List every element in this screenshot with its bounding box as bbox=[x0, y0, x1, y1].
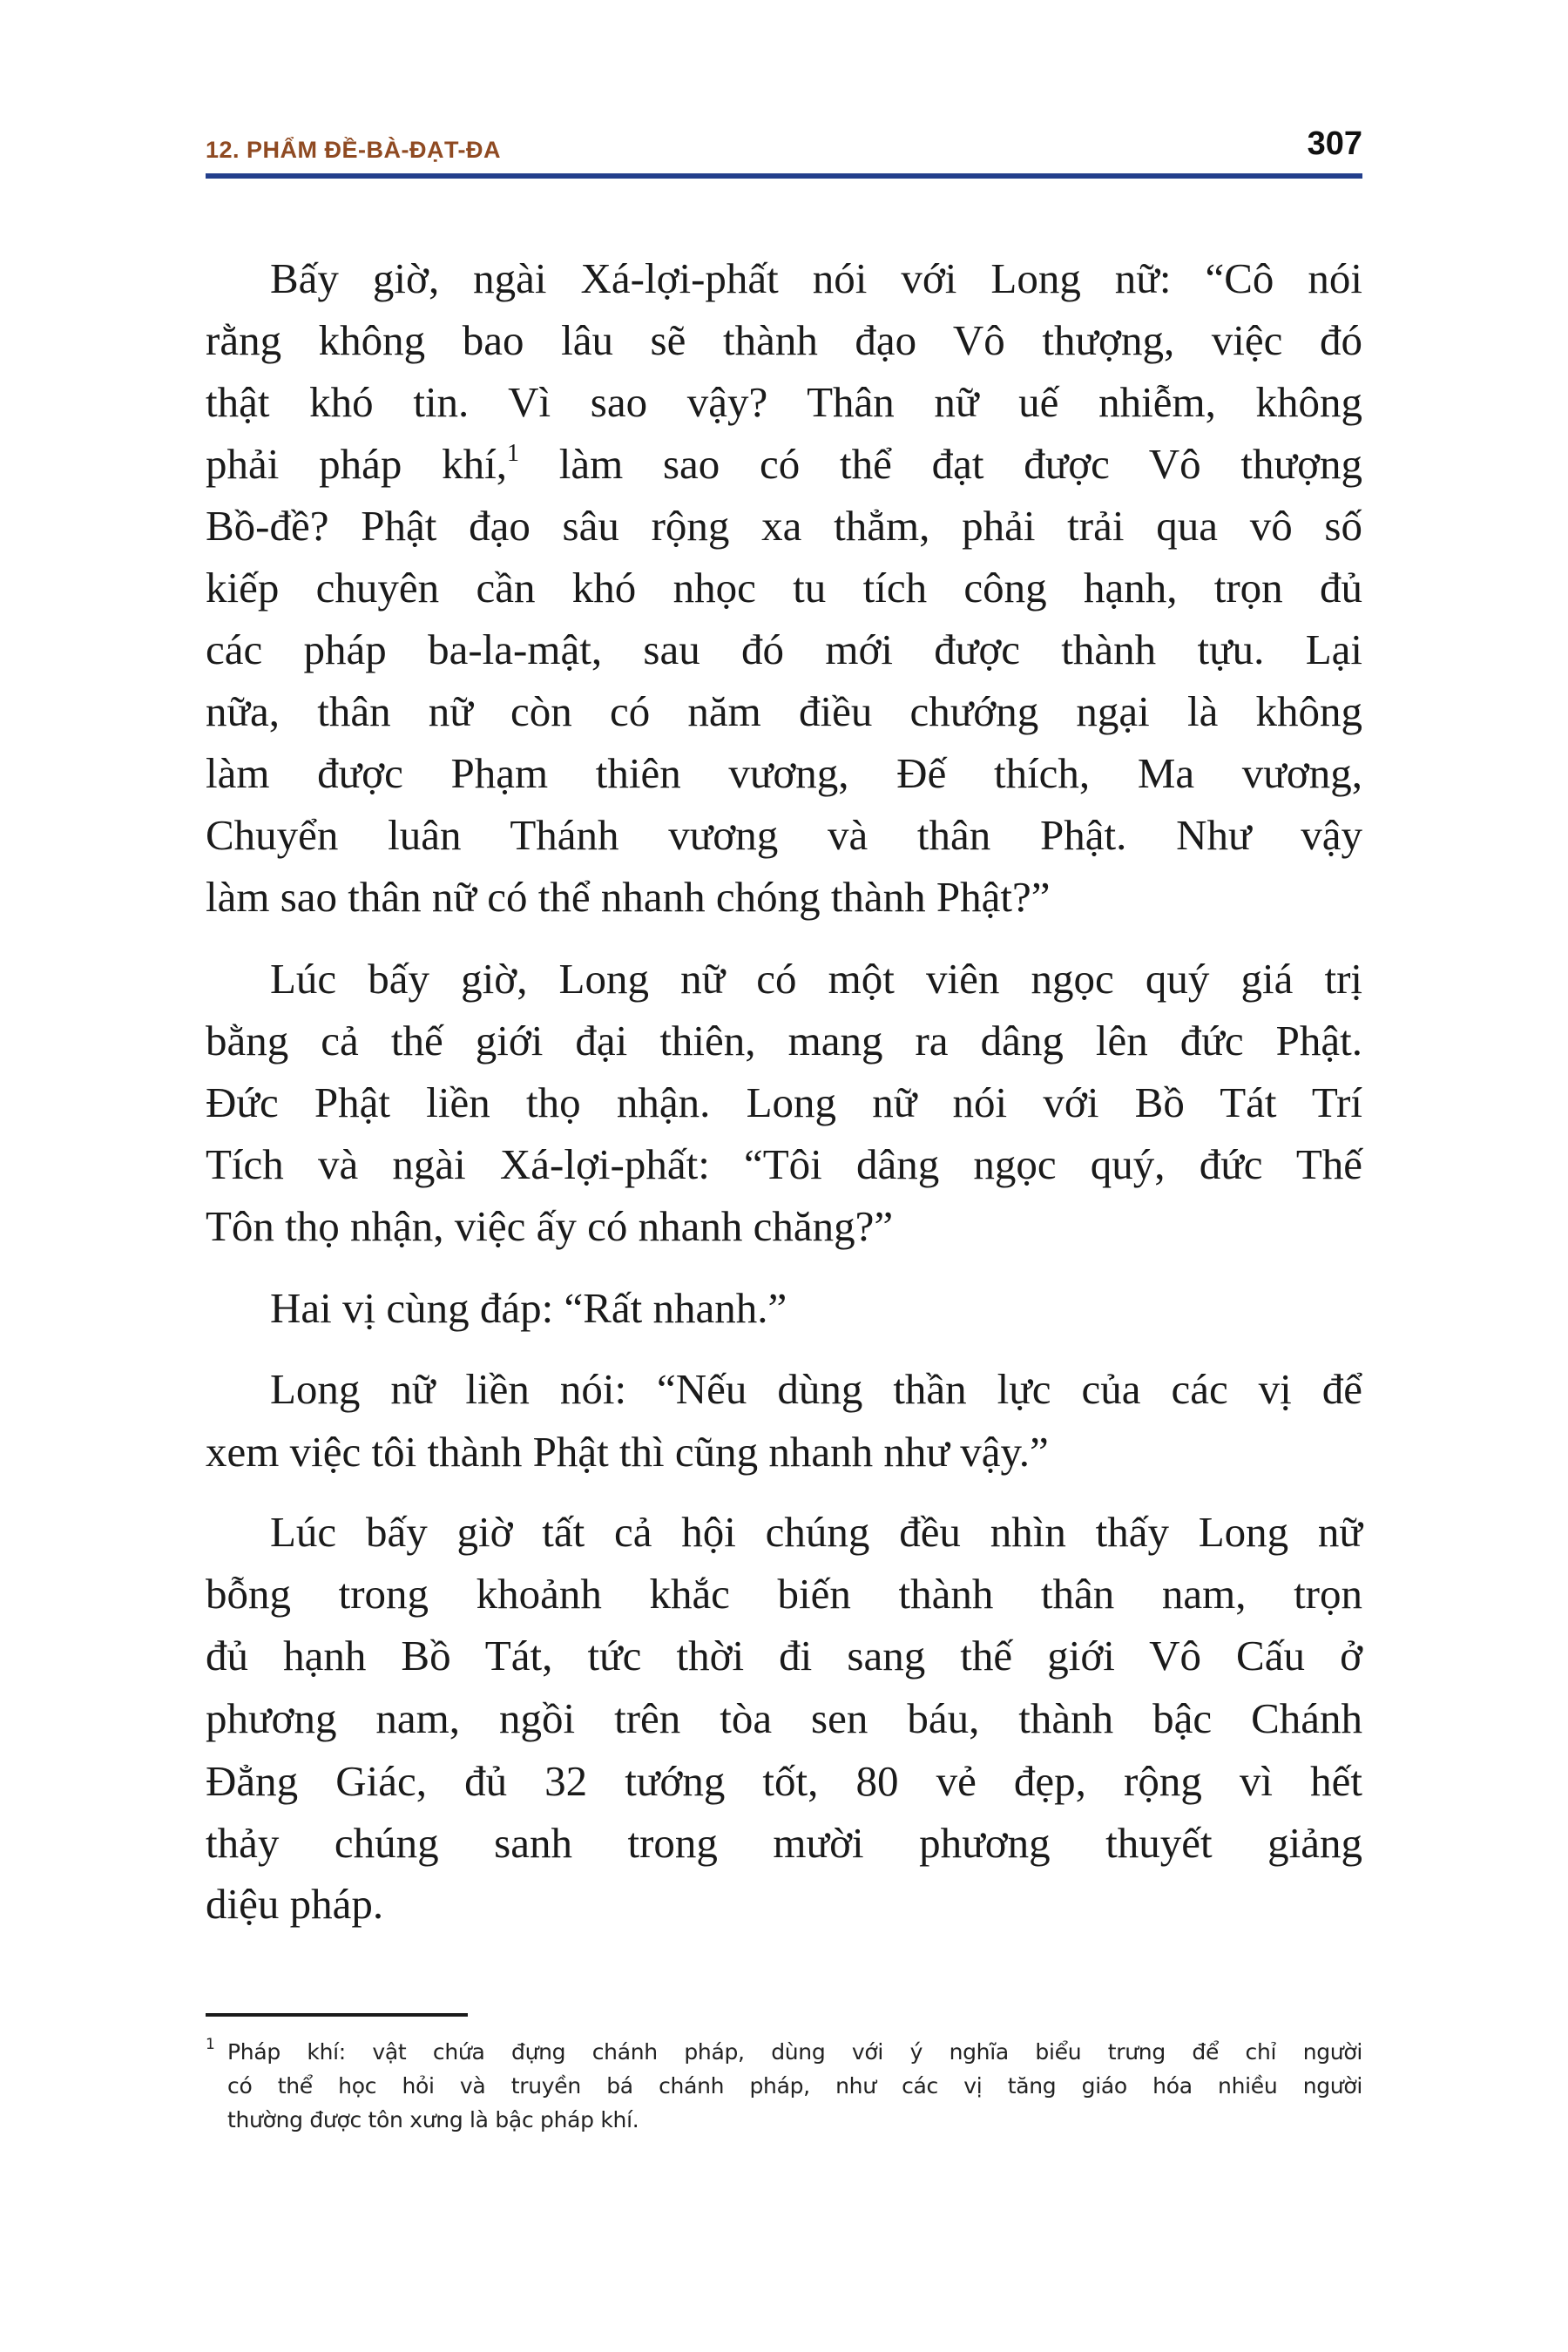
page-number: 307 bbox=[1307, 125, 1362, 162]
text-line: nữa, thân nữ còn có năm điều chướng ngại là không bbox=[206, 687, 1362, 735]
text-line: Chuyển luân Thánh vương và thân Phật. Như vậy bbox=[206, 811, 1362, 859]
text-line: thật khó tin. Vì sao vậy? Thân nữ uế nhiễm, không bbox=[206, 378, 1362, 426]
header-rule bbox=[206, 173, 1362, 179]
text-fragment: phải pháp khí, bbox=[206, 440, 507, 488]
text-line: bằng cả thế giới đại thiên, mang ra dâng lên đức Phật. bbox=[206, 1017, 1362, 1064]
footnote-mark: 1 bbox=[206, 2036, 215, 2053]
text-line: các pháp ba-la-mật, sau đó mới được thành tựu. Lại bbox=[206, 625, 1362, 673]
text-line: Lúc bấy giờ tất cả hội chúng đều nhìn thấy Long nữ bbox=[270, 1508, 1362, 1556]
text-line: Long nữ liền nói: “Nếu dùng thần lực của các vị để bbox=[270, 1365, 1362, 1413]
text-line: đủ hạnh Bồ Tát, tức thời đi sang thế giới Vô Cấu ở bbox=[206, 1632, 1362, 1680]
footnote-separator bbox=[206, 2013, 468, 2017]
text-line bbox=[206, 433, 1362, 495]
text-fragment: làm sao có thể đạt được Vô thượng bbox=[558, 440, 1362, 488]
text-line: Hai vị cùng đáp: “Rất nhanh.” bbox=[270, 1284, 787, 1332]
text-line: phương nam, ngồi trên tòa sen báu, thành bậc Chánh bbox=[206, 1694, 1362, 1742]
text-line: diệu pháp. bbox=[206, 1880, 384, 1928]
running-header bbox=[206, 125, 1362, 164]
text-line: rằng không bao lâu sẽ thành đạo Vô thượng, việc đó bbox=[206, 316, 1362, 364]
text-line: Đức Phật liền thọ nhận. Long nữ nói với Bồ Tát Trí bbox=[206, 1078, 1362, 1126]
text-line: Đẳng Giác, đủ 32 tướng tốt, 80 vẻ đẹp, rộng vì hết bbox=[206, 1757, 1362, 1805]
text-line: Tích và ngài Xá-lợi-phất: “Tôi dâng ngọc quý, đức Thế bbox=[206, 1140, 1362, 1188]
chapter-title: 12. PHẨM ĐỀ-BÀ-ĐẠT-ĐA bbox=[206, 137, 502, 163]
text-line: Tôn thọ nhận, việc ấy có nhanh chăng?” bbox=[206, 1202, 894, 1250]
text-line: xem việc tôi thành Phật thì cũng nhanh như vậy.” bbox=[206, 1428, 1049, 1476]
footnote-line: thường được tôn xưng là bậc pháp khí. bbox=[227, 2107, 639, 2132]
text-line: làm sao thân nữ có thể nhanh chóng thành Phật?” bbox=[206, 873, 1051, 921]
text-line: kiếp chuyên cần khó nhọc tu tích công hạnh, trọn đủ bbox=[206, 564, 1362, 612]
text-line: thảy chúng sanh trong mười phương thuyết giảng bbox=[206, 1819, 1362, 1867]
text-line: bỗng trong khoảnh khắc biến thành thân nam, trọn bbox=[206, 1570, 1362, 1618]
footnote-line: Pháp khí: vật chứa đựng chánh pháp, dùng với ý nghĩa biểu trưng để chỉ người bbox=[227, 2039, 1362, 2065]
text-line: Bấy giờ, ngài Xá-lợi-phất nói với Long nữ: “Cô nói bbox=[270, 254, 1362, 302]
text-line: Lúc bấy giờ, Long nữ có một viên ngọc quý giá trị bbox=[270, 955, 1362, 1003]
text-line: Bồ-đề? Phật đạo sâu rộng xa thẳm, phải trải qua vô số bbox=[206, 502, 1362, 550]
text-line: làm được Phạm thiên vương, Đế thích, Ma vương, bbox=[206, 749, 1362, 797]
footnote-reference[interactable]: 1 bbox=[506, 440, 519, 467]
footnote-line: có thể học hỏi và truyền bá chánh pháp, như các vị tăng giáo hóa nhiều người bbox=[227, 2073, 1362, 2099]
